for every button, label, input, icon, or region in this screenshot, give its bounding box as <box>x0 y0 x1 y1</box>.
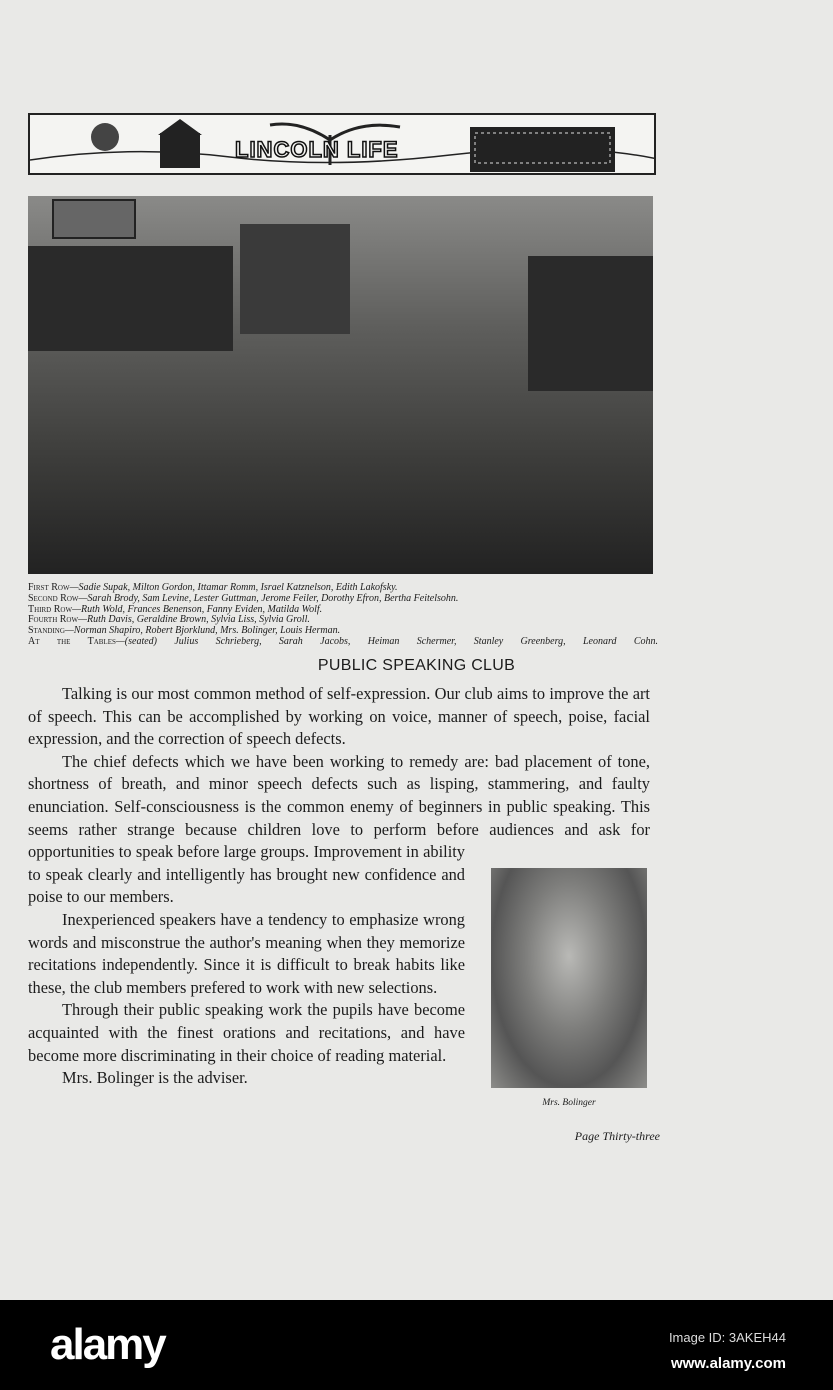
site-url: www.alamy.com <box>670 1355 786 1372</box>
page-number: Page Thirty-three <box>574 1129 660 1143</box>
caption-line: Standing—Norman Shapiro, Robert Bjorklund, Mrs. Bolinger, Louis Herman. <box>28 625 341 637</box>
banner-title: LINCOLN LIFE <box>235 137 399 162</box>
image-id: Image ID: 3AKEH44 <box>668 1330 786 1345</box>
photo-caption <box>28 583 658 648</box>
paragraph: Mrs. Bolinger is the adviser. <box>62 1068 248 1088</box>
paragraph: Through their public speaking work the pupils have become acquainted with the finest orations and recitations, and have become more discriminating in their choice of reading material. <box>28 1000 465 1065</box>
portrait-caption: Mrs. Bolinger <box>542 1098 596 1108</box>
chalkboard <box>28 246 233 351</box>
caption-line: Second Row—Sarah Brody, Sam Levine, Lester Guttman, Jerome Feiler, Dorothy Efron, Bertha Feitelsohn. <box>28 592 459 604</box>
caption-line: Fourth Row—Ruth Davis, Geraldine Brown, Sylvia Liss, Sylvia Groll. <box>28 614 310 626</box>
paragraph: Talking is our most common method of self-expression. Our club aims to improve the art of speech. This can be accomplished by working on voice, manner of speech, poise, facial expression, and the correction of speech defects. <box>28 684 650 749</box>
alamy-logo: alamy <box>50 1320 165 1369</box>
paragraph: The chief defects which we have been working to remedy are: bad placement of tone, shortness of breath, and minor speech defects such as lisping, stammering, and faulty enunciation. Self-consciousness is the common enemy of beginners in public speaking. This seems rather strange because children love to perform before audiences and ask for opportunities to speak before large groups. Improvement in ability to speak clearly and intelligently has brought new confidence and poise to our members. <box>28 751 650 907</box>
door <box>240 224 350 334</box>
watermark-footer <box>0 1300 833 1390</box>
lincoln-life-banner <box>28 113 656 175</box>
caption-line: At the Tables—(seated) Julius Schrieberg, Sarah Jacobs, Heiman Schermer, Stanley Greenberg, Leonard Cohn. <box>28 635 659 647</box>
framed-picture <box>52 199 136 239</box>
caption-line: First Row—Sadie Supak, Milton Gordon, Ittamar Romm, Israel Katznelson, Edith Lakofsky. <box>28 582 398 593</box>
paragraph: Inexperienced speakers have a tendency to emphasize wrong words and misconstrue the author's meaning when they memorize recitations independently. Since it is difficult to break habits like these, the club members prefered to work with new selections. <box>28 909 465 997</box>
caption-line: Third Row—Ruth Wold, Frances Benenson, Fanny Eviden, Matilda Wolf. <box>28 603 323 615</box>
chalkboard <box>528 256 653 391</box>
club-group-photo <box>28 196 653 574</box>
section-title: PUBLIC SPEAKING CLUB <box>317 657 516 674</box>
adviser-portrait <box>491 868 647 1088</box>
